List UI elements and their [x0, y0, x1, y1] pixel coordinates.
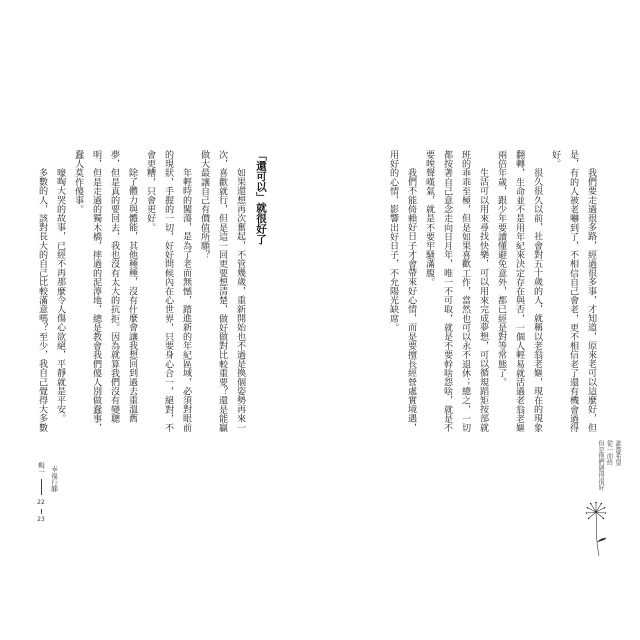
body-line: 我們要走過很多路，經過很多事，才知道，原來老可以這麼好，但 [586, 168, 596, 433]
body-line: 生活可以用來尋找快樂，可以用來完成夢想，可以循規蹈矩按部就 [478, 168, 488, 433]
body-line: 次，喜歡就行，但是這一回更要想清楚，做好做對比較重要？還是能贏 [217, 150, 227, 433]
body-line: 蠢人莫作傻事。 [73, 150, 83, 214]
body-line: 用好的心情，影響出好日子，不允陽光缺席。 [388, 150, 398, 332]
body-line: 是，有的人被老嚇到了，不相信自己會老，更不相信老了還有機會過得 [568, 150, 578, 433]
section-label: 輯一 [37, 462, 45, 475]
body-line: 夢，但是真的要回去，我也沒有太大的抗拒。因為就算我們沒有變聰 [109, 150, 119, 423]
chapter-title: 「還可以」就很好了 [255, 150, 267, 245]
body-line: 如果還想再次奮起，不管幾歲，重新開始也不過是換個姿勢再來一 [235, 168, 245, 433]
body-line: 好。 [550, 150, 560, 169]
folio-rule-short [41, 509, 42, 514]
page-folio [34, 462, 48, 524]
body-line: 班的乖乖至極，但是如果喜歡工作，當然也可以永不退休；總之，一切 [460, 150, 470, 433]
body-line: 做大最讓自己有價值所願？ [199, 150, 209, 260]
dandelion-icon [582, 500, 614, 560]
body-line: 年輕時的闖蕩，是為了老而無憾，踏進新的年紀區域，必須對眼前 [181, 168, 191, 433]
body-line: 翻轉，生命並不是用年紀來決定存在與否，一個人輕易就活過老翁老嫗 [514, 150, 524, 433]
body-line: 都按著自己意念走向日月年，唯一不可取，就是不要幹啥怨啥，就是不 [442, 150, 452, 433]
body-line: 要唉聲嘆氣，就是不要牢騷滿腹。 [424, 150, 434, 287]
body-line: 嚎啕大哭的故事，已經不再那麼令人傷心欲絕，平靜就是平安。 [55, 168, 65, 423]
body-line: 多數的人，該對長大的自己比較滿意嗎？至少，我自己覺得大多數 [37, 168, 47, 433]
margin-note [595, 440, 621, 500]
body-line: 會更糟，只會更好。 [145, 150, 155, 232]
margin-note-line: 但是他們過得很好 [597, 440, 604, 491]
body-line: 除了體力與體能，其他種種，沒有什麼會讓我想回到過去重溫舊 [127, 168, 137, 423]
folio-rule [41, 479, 42, 495]
right-page-body [384, 150, 600, 436]
margin-note-line: 誰都希望 [614, 440, 621, 466]
body-line: 的現狀，手握的一切，好好問候內在心世界，只要身心合一，絕對，不 [163, 150, 173, 433]
left-page-body [33, 150, 249, 436]
margin-note-line: 從一而終 [605, 440, 613, 466]
body-line: 明，但是走過的獨木橋，摔過的泥濘地，總是教會我們傻人別做蠢事， [91, 150, 101, 433]
page-number-right: 23 [37, 516, 45, 523]
body-line: 兩倍年歲，跟少年要讀懂避免意外，都已經是對等常態了。 [496, 150, 506, 387]
body-line: 我們不能倚賴好日子才會帶來好心情，而是要擅長經營處實境遇， [406, 168, 416, 433]
body-line: 很久很久以前，社會對五十歲的人，就稱以老翁老嫗，現在的現象 [532, 168, 542, 433]
right-page [320, 0, 640, 640]
section-title: 幸福行腳 [50, 466, 58, 492]
page-number-left: 22 [37, 499, 45, 506]
